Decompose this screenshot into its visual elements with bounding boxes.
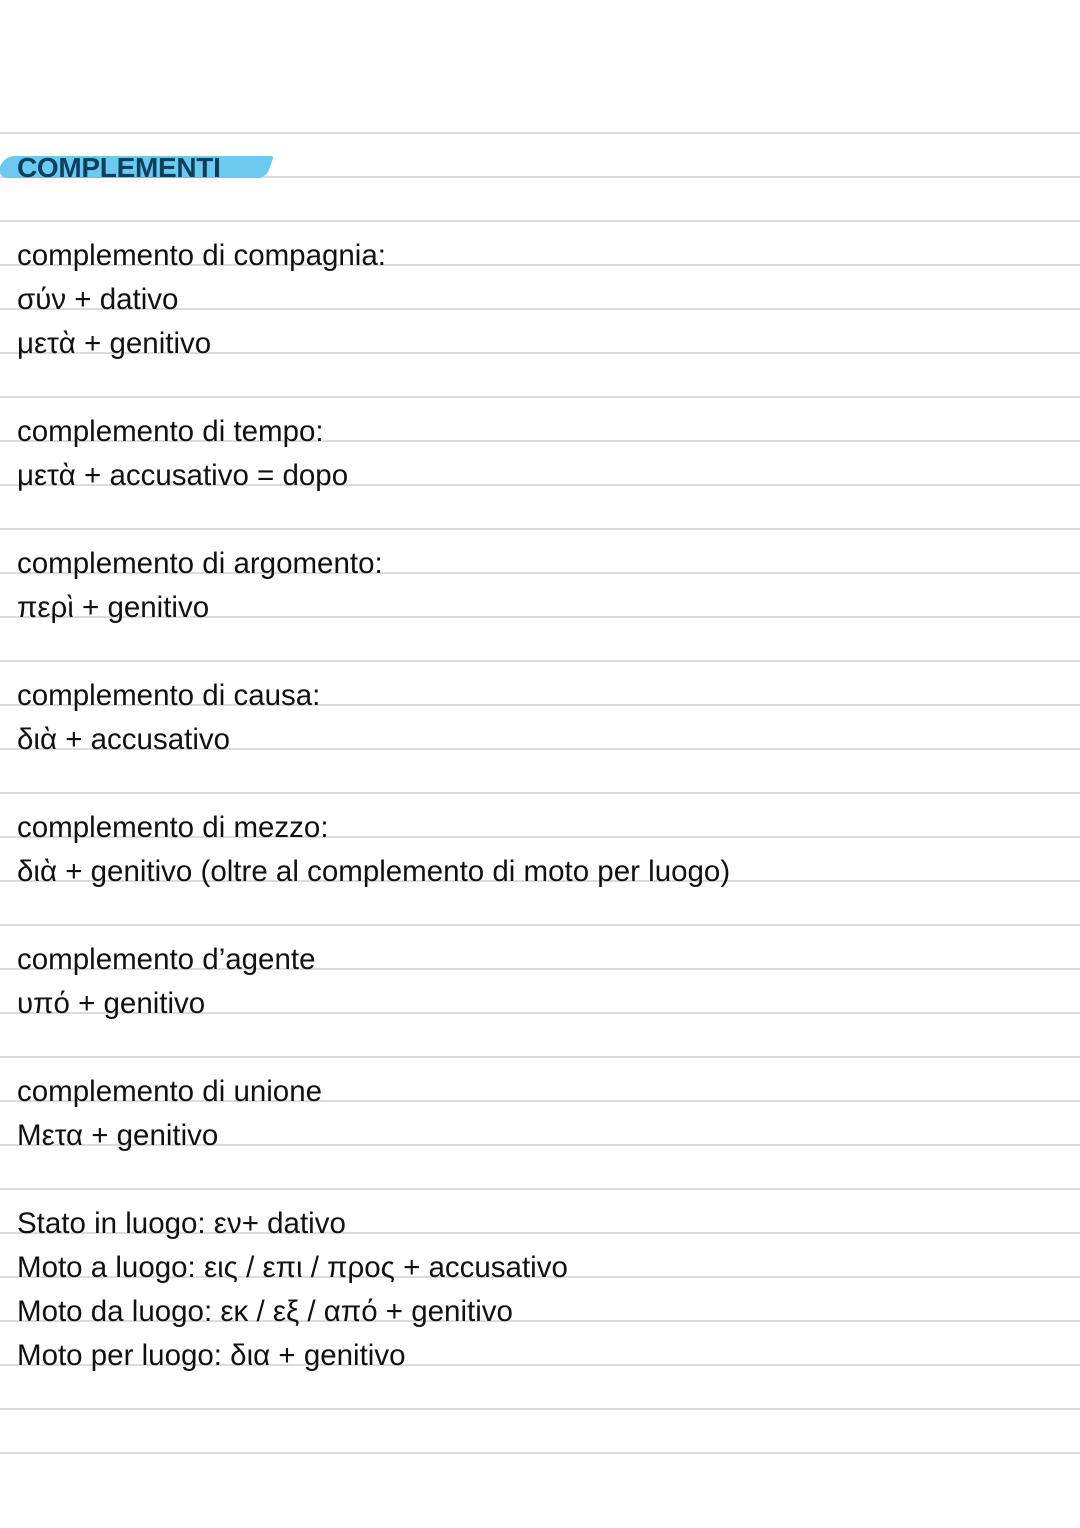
section-heading: complemento di argomento: xyxy=(17,547,383,580)
rule-line: διὰ + genitivo (oltre al complemento di moto per luogo) xyxy=(17,855,731,888)
section-heading: complemento di compagnia: xyxy=(17,239,386,272)
rule-line: Moto da luogo: εκ / εξ / από + genitivo xyxy=(17,1295,513,1328)
section-unione xyxy=(17,1070,1067,1158)
section-heading: complemento di tempo: xyxy=(17,415,324,448)
ruled-line xyxy=(0,132,1080,134)
rule-line: Stato in luogo: εν+ dativo xyxy=(17,1207,346,1240)
rule-line: διὰ + accusativo xyxy=(17,723,231,756)
title-text: COMPLEMENTI xyxy=(17,152,221,183)
section-tempo xyxy=(17,410,1067,498)
section-agente xyxy=(17,938,1067,1026)
section-heading: complemento d’agente xyxy=(17,943,316,976)
rule-line: μετὰ + accusativo = dopo xyxy=(17,459,349,492)
page-title xyxy=(17,146,1067,190)
section-compagnia xyxy=(17,234,1067,366)
rule-line: Moto per luogo: δια + genitivo xyxy=(17,1339,406,1372)
rule-line: περὶ + genitivo xyxy=(17,591,210,624)
rule-line: σύν + dativo xyxy=(17,283,179,316)
rule-line: υπό + genitivo xyxy=(17,987,206,1020)
section-causa xyxy=(17,674,1067,762)
section-mezzo xyxy=(17,806,1067,894)
section-heading: complemento di mezzo: xyxy=(17,811,329,844)
ruled-line xyxy=(0,1452,1080,1454)
notes-content xyxy=(17,146,1067,1378)
section-argomento xyxy=(17,542,1067,630)
section-luogo xyxy=(17,1202,1067,1378)
section-heading: complemento di causa: xyxy=(17,679,321,712)
rule-line: Moto a luogo: εις / επι / προς + accusativo xyxy=(17,1251,568,1284)
section-heading: complemento di unione xyxy=(17,1075,323,1108)
rule-line: μετὰ + genitivo xyxy=(17,327,212,360)
rule-line: Μετα + genitivo xyxy=(17,1119,219,1152)
ruled-line xyxy=(0,1408,1080,1410)
